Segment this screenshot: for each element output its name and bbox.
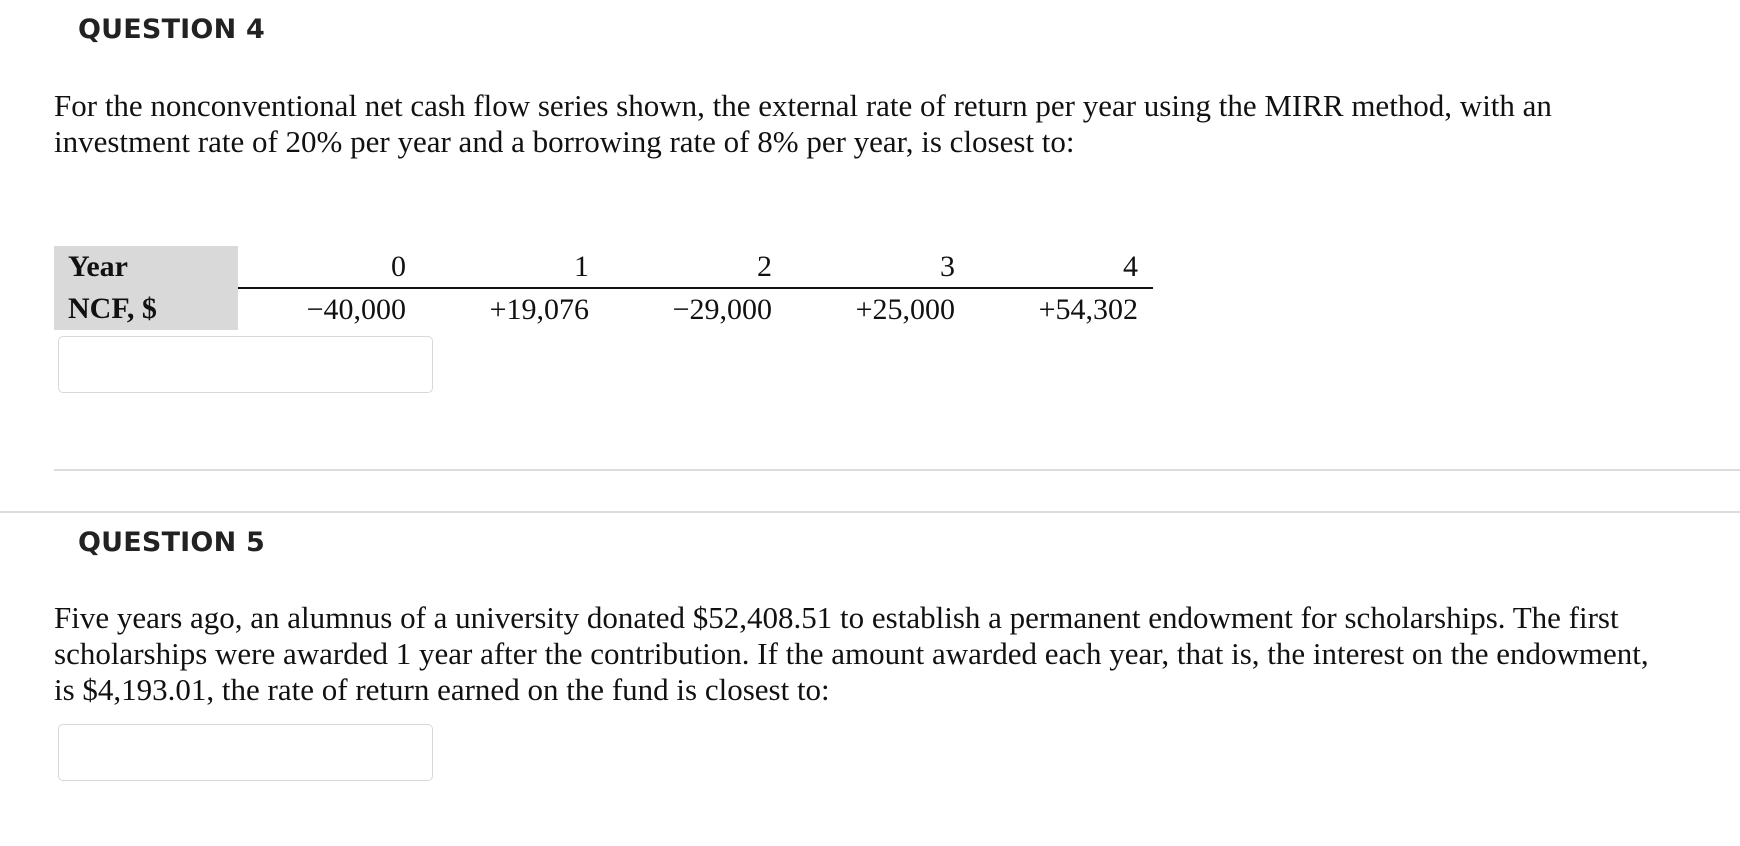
question-5-heading: QUESTION 5 [78, 527, 265, 558]
question-5-answer-input[interactable] [58, 724, 433, 781]
ncf-row [54, 288, 1153, 330]
question-4-heading: QUESTION 4 [78, 14, 265, 45]
question-4-prompt-line-1: For the nonconventional net cash flow series shown, the external rate of return per year using the MIRR method, with an [54, 88, 1552, 123]
year-cell: 3 [787, 246, 970, 288]
question-4-prompt-line-2: investment rate of 20% per year and a borrowing rate of 8% per year, is closest to: [54, 124, 1075, 159]
question-5-prompt-line-2: scholarships were awarded 1 year after the contribution. If the amount awarded each year, that is, the interest on the endowment, [54, 636, 1649, 671]
year-cell: 0 [238, 246, 421, 288]
year-cell: 1 [421, 246, 604, 288]
ncf-cell: +54,302 [1038, 292, 1138, 326]
question-4-prompt [54, 88, 1714, 160]
question-4-answer-input[interactable] [58, 336, 433, 393]
ncf-cell: +19,076 [489, 292, 589, 326]
ncf-cell: −40,000 [306, 292, 406, 326]
question-5-prompt-line-3: is $4,193.01, the rate of return earned on the fund is closest to: [54, 672, 830, 707]
ncf-header: NCF, $ [54, 288, 238, 330]
year-cell: 2 [604, 246, 787, 288]
section-divider [0, 511, 1740, 513]
year-row [54, 246, 1153, 288]
question-5-prompt-line-1: Five years ago, an alumnus of a university donated $52,408.51 to establish a permanent endowment for scholarships. The first [54, 600, 1619, 635]
ncf-cell: +25,000 [855, 292, 955, 326]
cash-flow-table [54, 246, 1153, 330]
question-5-prompt [54, 600, 1714, 708]
year-header: Year [54, 246, 238, 288]
year-cell: 4 [970, 246, 1153, 288]
question-divider [54, 469, 1740, 471]
ncf-cell: −29,000 [672, 292, 772, 326]
